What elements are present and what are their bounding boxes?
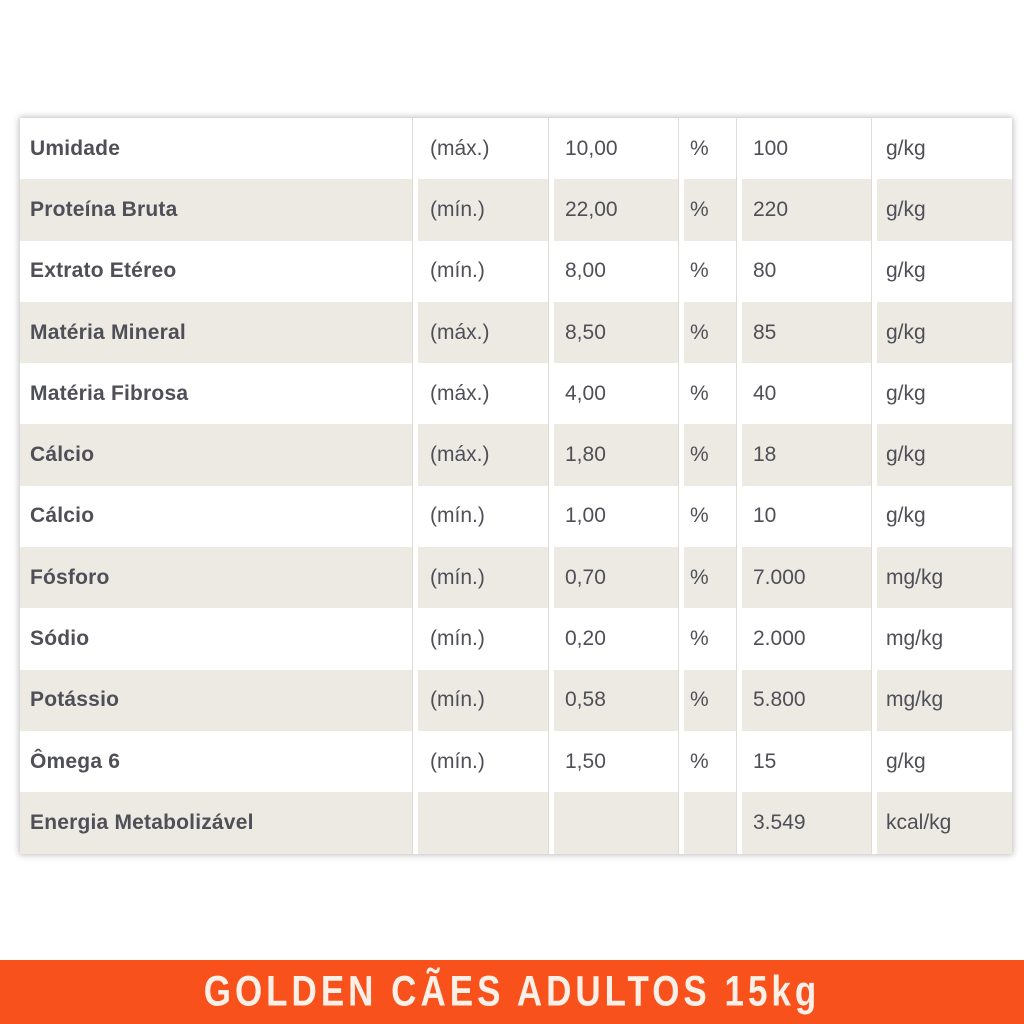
- percent-value-cell: 0,58: [549, 670, 679, 731]
- percent-sign-cell: %: [679, 547, 737, 608]
- table-row: [20, 792, 1012, 853]
- table-row: [20, 731, 1012, 792]
- absolute-value-cell: 18: [737, 424, 872, 485]
- limit-type-cell: (máx.): [413, 118, 549, 179]
- absolute-value-cell: 100: [737, 118, 872, 179]
- unit-cell: g/kg: [872, 118, 1012, 179]
- absolute-value-cell: 2.000: [737, 608, 872, 669]
- nutrition-table-body: [20, 118, 1012, 854]
- table-row: [20, 241, 1012, 302]
- absolute-value-cell: 80: [737, 241, 872, 302]
- percent-value-cell: 8,50: [549, 302, 679, 363]
- table-row: [20, 118, 1012, 179]
- table-row: [20, 670, 1012, 731]
- limit-type-cell: (mín.): [413, 547, 549, 608]
- nutrient-name-cell: Extrato Etéreo: [20, 241, 413, 302]
- percent-sign-cell: %: [679, 363, 737, 424]
- absolute-value-cell: 85: [737, 302, 872, 363]
- unit-cell: g/kg: [872, 241, 1012, 302]
- unit-cell: g/kg: [872, 731, 1012, 792]
- percent-sign-cell: %: [679, 670, 737, 731]
- unit-cell: g/kg: [872, 179, 1012, 240]
- limit-type-cell: (máx.): [413, 363, 549, 424]
- unit-cell: g/kg: [872, 302, 1012, 363]
- percent-sign-cell: %: [679, 179, 737, 240]
- nutrient-name-cell: Umidade: [20, 118, 413, 179]
- nutrient-name-cell: Cálcio: [20, 486, 413, 547]
- percent-value-cell: 4,00: [549, 363, 679, 424]
- nutrient-name-cell: Potássio: [20, 670, 413, 731]
- nutrient-name-cell: Cálcio: [20, 424, 413, 485]
- product-name-banner: [0, 960, 1024, 1024]
- percent-sign-cell: %: [679, 608, 737, 669]
- percent-value-cell: 10,00: [549, 118, 679, 179]
- nutrient-name-cell: Fósforo: [20, 547, 413, 608]
- percent-sign-cell: [679, 792, 737, 853]
- limit-type-cell: (mín.): [413, 241, 549, 302]
- nutrient-name-cell: Sódio: [20, 608, 413, 669]
- percent-value-cell: 1,50: [549, 731, 679, 792]
- percent-value-cell: 22,00: [549, 179, 679, 240]
- percent-value-cell: 1,00: [549, 486, 679, 547]
- absolute-value-cell: 7.000: [737, 547, 872, 608]
- percent-value-cell: 8,00: [549, 241, 679, 302]
- limit-type-cell: [413, 792, 549, 853]
- unit-cell: mg/kg: [872, 547, 1012, 608]
- unit-cell: kcal/kg: [872, 792, 1012, 853]
- limit-type-cell: (mín.): [413, 179, 549, 240]
- nutrient-name-cell: Matéria Mineral: [20, 302, 413, 363]
- limit-type-cell: (mín.): [413, 731, 549, 792]
- table-row: [20, 608, 1012, 669]
- unit-cell: g/kg: [872, 424, 1012, 485]
- absolute-value-cell: 3.549: [737, 792, 872, 853]
- percent-value-cell: [549, 792, 679, 853]
- nutrition-table: [20, 118, 1012, 854]
- unit-cell: mg/kg: [872, 608, 1012, 669]
- table-row: [20, 363, 1012, 424]
- percent-value-cell: 0,20: [549, 608, 679, 669]
- product-name-label: GOLDEN CÃES ADULTOS 15kg: [203, 967, 821, 1016]
- nutrient-name-cell: Matéria Fibrosa: [20, 363, 413, 424]
- table-row: [20, 547, 1012, 608]
- percent-sign-cell: %: [679, 241, 737, 302]
- percent-value-cell: 1,80: [549, 424, 679, 485]
- percent-sign-cell: %: [679, 731, 737, 792]
- absolute-value-cell: 10: [737, 486, 872, 547]
- percent-sign-cell: %: [679, 486, 737, 547]
- absolute-value-cell: 40: [737, 363, 872, 424]
- absolute-value-cell: 220: [737, 179, 872, 240]
- limit-type-cell: (máx.): [413, 424, 549, 485]
- unit-cell: g/kg: [872, 486, 1012, 547]
- percent-sign-cell: %: [679, 302, 737, 363]
- percent-value-cell: 0,70: [549, 547, 679, 608]
- absolute-value-cell: 5.800: [737, 670, 872, 731]
- percent-sign-cell: %: [679, 424, 737, 485]
- limit-type-cell: (mín.): [413, 670, 549, 731]
- table-row: [20, 424, 1012, 485]
- limit-type-cell: (mín.): [413, 608, 549, 669]
- table-row: [20, 179, 1012, 240]
- unit-cell: mg/kg: [872, 670, 1012, 731]
- nutrient-name-cell: Proteína Bruta: [20, 179, 413, 240]
- nutrition-table-card: [20, 118, 1012, 854]
- table-row: [20, 302, 1012, 363]
- unit-cell: g/kg: [872, 363, 1012, 424]
- percent-sign-cell: %: [679, 118, 737, 179]
- limit-type-cell: (mín.): [413, 486, 549, 547]
- limit-type-cell: (máx.): [413, 302, 549, 363]
- nutrient-name-cell: Energia Metabolizável: [20, 792, 413, 853]
- nutrient-name-cell: Ômega 6: [20, 731, 413, 792]
- absolute-value-cell: 15: [737, 731, 872, 792]
- table-row: [20, 486, 1012, 547]
